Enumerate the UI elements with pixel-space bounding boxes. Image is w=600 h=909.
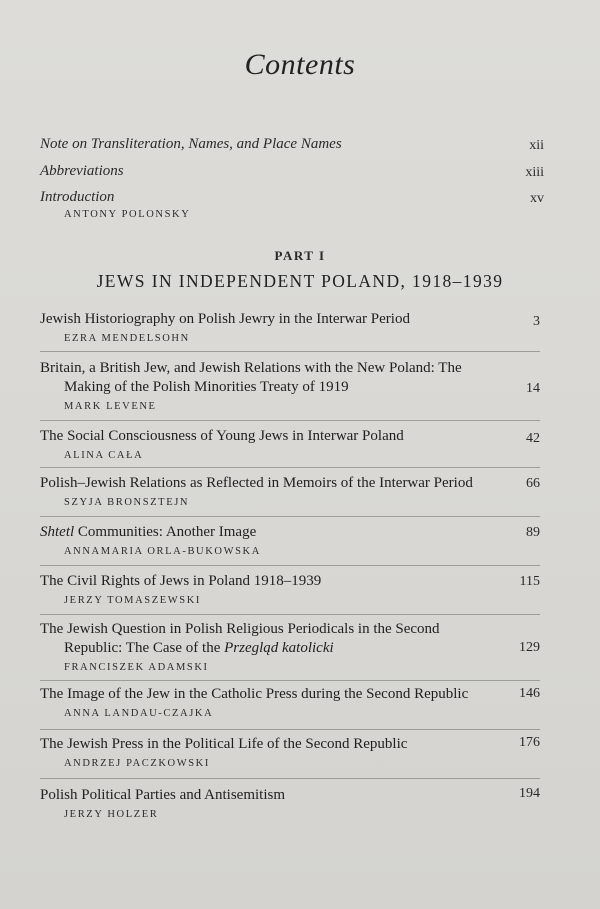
- author-name: SZYJA BRONSZTEJN: [64, 497, 190, 508]
- front-matter-title: Note on Transliteration, Names, and Place Names: [40, 136, 342, 152]
- entry-title: The Civil Rights of Jews in Poland 1918–1939: [40, 573, 322, 589]
- author-name: FRANCISZEK ADAMSKI: [64, 662, 209, 673]
- page-number: 194: [519, 786, 540, 801]
- toc-entry: [40, 310, 540, 344]
- front-matter-item: [40, 189, 544, 220]
- page-number: 146: [519, 686, 540, 701]
- page-number: 115: [519, 574, 540, 589]
- part-title: JEWS IN INDEPENDENT POLAND, 1918–1939: [96, 271, 504, 291]
- divider: [40, 778, 540, 779]
- toc-entry: [40, 572, 540, 606]
- page-number: 129: [519, 640, 540, 655]
- divider: [40, 467, 540, 468]
- entry-title: The Social Consciousness of Young Jews in Interwar Poland: [40, 428, 404, 444]
- entry-title: Polish–Jewish Relations as Reflected in Memoirs of the Interwar Period: [40, 475, 473, 491]
- toc-entry: [40, 523, 540, 557]
- entry-title: Polish Political Parties and Antisemitism: [40, 787, 286, 803]
- author-name: JERZY HOLZER: [64, 809, 159, 820]
- toc-entry: [40, 359, 540, 412]
- page-title: Contents: [244, 48, 356, 81]
- divider: [40, 680, 540, 681]
- page-number: 89: [526, 525, 540, 540]
- author-name: ANNAMARIA ORLA-BUKOWSKA: [64, 546, 261, 557]
- author-name: ANTONY POLONSKY: [64, 209, 191, 220]
- page-number: 14: [526, 381, 540, 396]
- front-matter-title: Abbreviations: [40, 163, 124, 179]
- entry-title: Shtetl Communities: Another Image: [40, 524, 257, 540]
- page-number: 42: [526, 431, 540, 446]
- page-number: 66: [526, 476, 540, 491]
- toc-entry: [40, 427, 540, 461]
- divider: [40, 565, 540, 566]
- author-name: MARK LEVENE: [64, 401, 157, 412]
- page-number: 176: [519, 735, 540, 750]
- entry-title: The Image of the Jew in the Catholic Press during the Second Republic: [40, 686, 469, 702]
- toc-entry: [40, 474, 540, 508]
- author-name: JERZY TOMASZEWSKI: [64, 595, 201, 606]
- divider: [40, 351, 540, 352]
- toc-entry: [40, 685, 540, 719]
- author-name: ANDRZEJ PACZKOWSKI: [64, 758, 210, 769]
- toc-entry: [40, 620, 540, 673]
- author-name: ALINA CAŁA: [64, 450, 144, 461]
- part-label: PART I: [274, 248, 326, 263]
- divider: [40, 614, 540, 615]
- divider: [40, 420, 540, 421]
- front-matter-title: Introduction: [40, 189, 115, 205]
- page-number: 3: [533, 314, 540, 329]
- divider: [40, 516, 540, 517]
- author-name: EZRA MENDELSOHN: [64, 333, 190, 344]
- page-number: xiii: [525, 165, 544, 180]
- entry-title: Jewish Historiography on Polish Jewry in the Interwar Period: [40, 311, 410, 327]
- front-matter-item: [40, 163, 544, 180]
- front-matter-item: [40, 136, 544, 153]
- page-number: xii: [529, 138, 544, 153]
- author-name: ANNA LANDAU-CZAJKA: [64, 708, 214, 719]
- entry-title: Britain, a British Jew, and Jewish Relations with the New Poland: The Making of the Polish Minorities Treaty of 1919: [40, 360, 462, 395]
- entry-title: The Jewish Question in Polish Religious Periodicals in the Second Republic: The Case of the Przegląd katolicki: [40, 621, 440, 656]
- entry-title: The Jewish Press in the Political Life of the Second Republic: [40, 736, 408, 752]
- page-number: xv: [530, 191, 544, 206]
- toc-entry: [40, 786, 540, 820]
- toc-entry: [40, 735, 540, 769]
- divider: [40, 729, 540, 730]
